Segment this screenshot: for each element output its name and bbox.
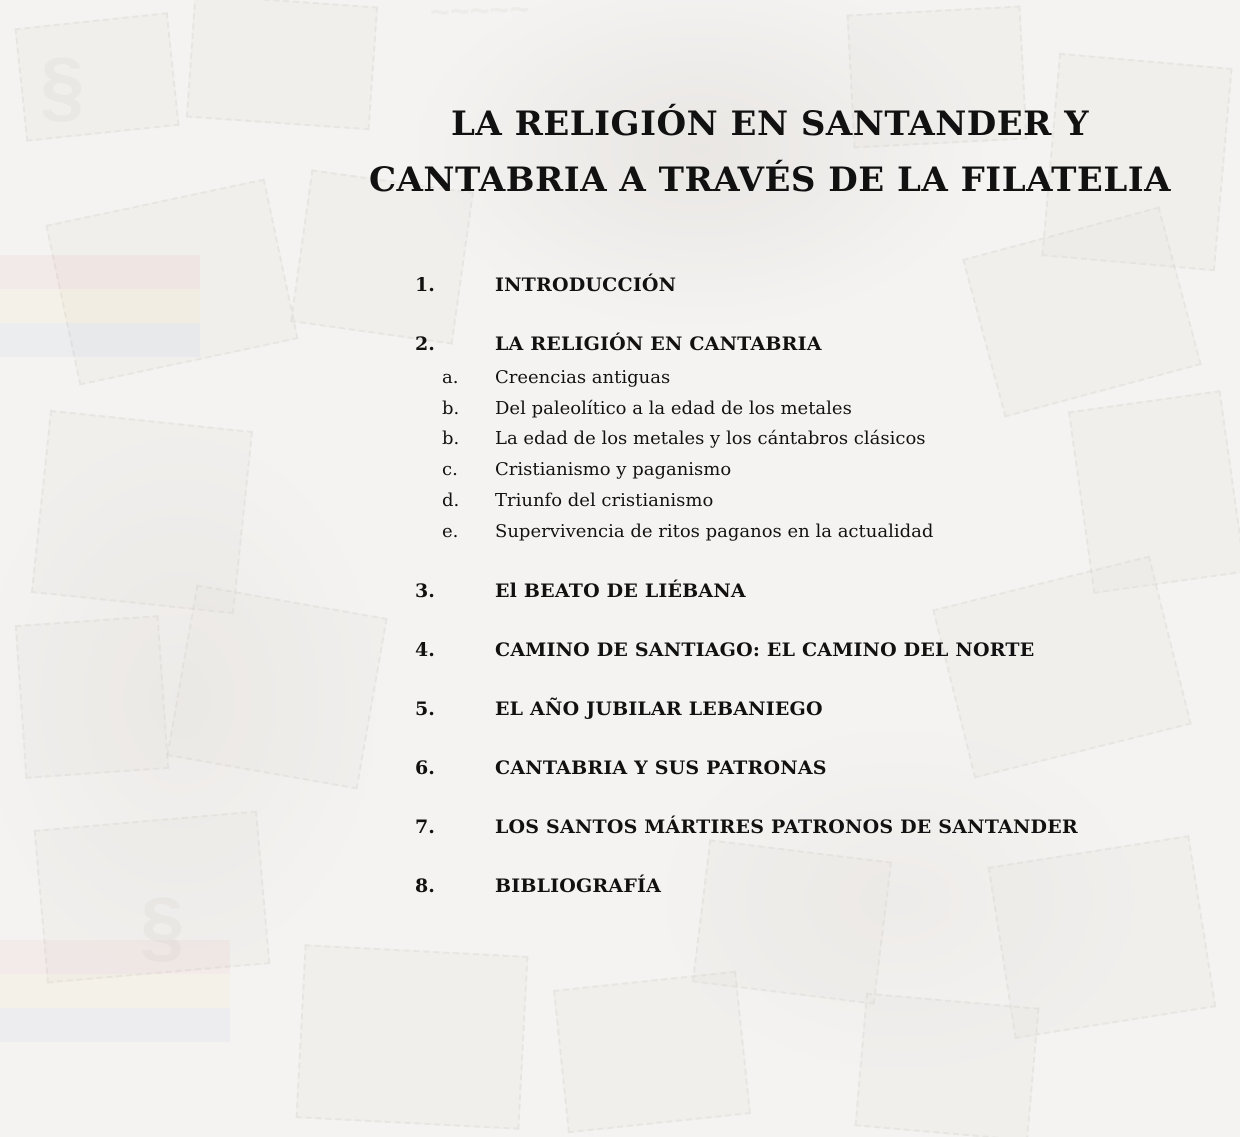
toc-item-santos-martires — [400, 812, 1200, 842]
toc-item-label: BIBLIOGRAFÍA — [495, 874, 662, 897]
toc-subitem-letter: b. — [442, 428, 460, 450]
toc-item-ano-jubilar-lebaniego — [400, 694, 1200, 724]
toc-item-bibliografia — [400, 871, 1200, 901]
toc-item-number: 5. — [415, 697, 435, 720]
toc-subitem — [400, 485, 1200, 516]
toc-subitem-label: Triunfo del cristianismo — [495, 490, 714, 512]
toc-subitem-letter: e. — [442, 520, 459, 542]
toc-item-religion-en-cantabria — [400, 329, 1200, 547]
toc-subitem-label: Creencias antiguas — [495, 366, 671, 388]
toc-item-label: LA RELIGIÓN EN CANTABRIA — [495, 333, 822, 355]
toc-item-label: EL AÑO JUBILAR LEBANIEGO — [495, 697, 823, 720]
toc-item-introduccion — [400, 270, 1200, 300]
toc-subitem — [400, 516, 1200, 547]
toc-subitem — [400, 362, 1200, 393]
toc-item-number: 8. — [415, 874, 435, 897]
toc-item-cantabria-y-sus-patronas — [400, 753, 1200, 783]
toc-subitem — [400, 393, 1200, 424]
document-title-line-2: CANTABRIA A TRAVÉS DE LA FILATELIA — [368, 160, 1172, 200]
toc-item-camino-de-santiago — [400, 635, 1200, 665]
toc-item-label: El BEATO DE LIÉBANA — [495, 579, 746, 602]
toc-item-number: 4. — [415, 638, 435, 661]
toc-subitem-letter: c. — [442, 459, 458, 481]
toc-item-number: 1. — [415, 274, 435, 296]
toc-item-label: INTRODUCCIÓN — [495, 274, 677, 296]
toc-subitem-letter: b. — [442, 397, 460, 419]
toc-item-number: 3. — [415, 579, 435, 602]
toc-item-beato-de-liebana — [400, 576, 1200, 606]
document-title-line-1: LA RELIGIÓN EN SANTANDER Y — [450, 104, 1090, 144]
toc-subitem-letter: a. — [442, 366, 459, 388]
toc-item-number: 6. — [415, 756, 435, 779]
toc-sublist — [400, 362, 1200, 547]
toc-item-label: CAMINO DE SANTIAGO: EL CAMINO DEL NORTE — [495, 638, 1035, 661]
document-title — [360, 96, 1180, 208]
toc-subitem-label: Supervivencia de ritos paganos en la actualidad — [495, 520, 934, 542]
toc-item-label: CANTABRIA Y SUS PATRONAS — [495, 756, 827, 779]
toc-item-number: 7. — [415, 815, 435, 838]
toc-subitem-label: Cristianismo y paganismo — [495, 459, 732, 481]
toc-subitem — [400, 454, 1200, 485]
toc-subitem-label: La edad de los metales y los cántabros clásicos — [495, 428, 926, 450]
toc-subitem — [400, 424, 1200, 455]
toc-subitem-letter: d. — [442, 490, 460, 512]
toc-item-number: 2. — [415, 333, 435, 355]
toc-item-label: LOS SANTOS MÁRTIRES PATRONOS DE SANTANDER — [495, 815, 1078, 838]
toc-subitem-label: Del paleolítico a la edad de los metales — [495, 397, 852, 419]
table-of-contents — [400, 270, 1200, 930]
